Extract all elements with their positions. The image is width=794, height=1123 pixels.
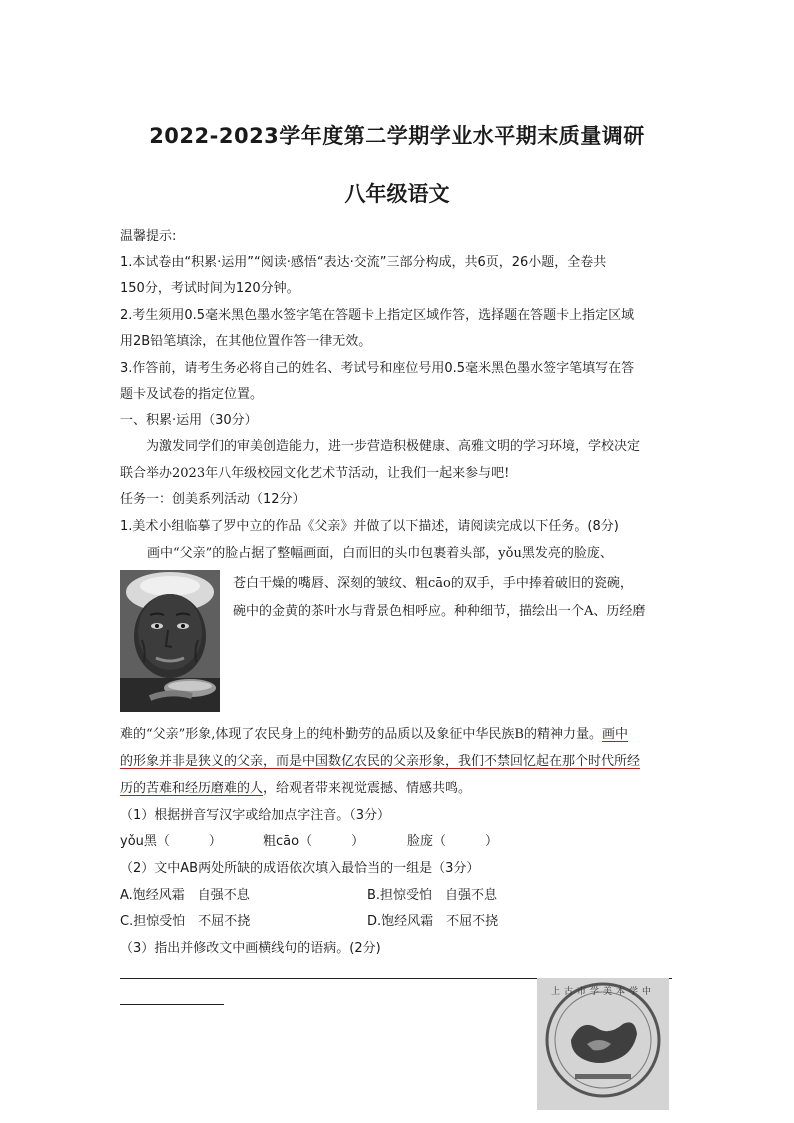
- passage-line-1: 画中“父亲”的脸占据了整幅画面，白而旧的头巾包裹着头部，yǒu黑发亮的脸庞、: [147, 546, 613, 561]
- pinyin-blank-pang[interactable]: 脸庞（ ）: [407, 834, 499, 849]
- task-1-heading: 任务一：创美系列活动（12分）: [120, 492, 306, 507]
- tip-3-line-2: 题卡及试卷的指定位置。: [120, 387, 264, 402]
- option-c[interactable]: C.担惊受怕 不屈不挠: [120, 914, 251, 929]
- tips-heading: 温馨提示:: [120, 229, 177, 244]
- father-painting-image: [120, 570, 220, 712]
- option-a[interactable]: A.饱经风霜 自强不息: [120, 888, 250, 903]
- passage-line-2: 苍白干燥的嘴唇、深刻的皱纹、粗cāo的双手，手中捧着破旧的瓷碗，: [233, 576, 633, 591]
- passage-line-6: [120, 777, 471, 796]
- exam-title: 2022-2023学年度第二学期学业水平期末质量调研: [149, 124, 645, 148]
- underlined-sentence-line: 的形象并非是狭义的父亲，而是中国数亿农民的父亲形象，我们不禁回忆起在那个时代所经: [120, 754, 641, 769]
- tip-2-line-1: 2.考生须用0.5毫米黑色墨水签字笔在答题卡上指定区域作答，选择题在答题卡上指定区域: [120, 308, 635, 323]
- answer-line-2[interactable]: [120, 1004, 224, 1005]
- passage-line-3: 碗中的金黄的茶叶水与背景色相呼应。种种细节，描绘出一个A、历经磨: [233, 604, 646, 619]
- option-b[interactable]: B.担惊受怕 自强不息: [367, 888, 498, 903]
- section-intro-line-2: 联合举办2023年八年级校园文化艺术节活动，让我们一起来参与吧!: [120, 466, 510, 481]
- section-intro-line-1: 为激发同学们的审美创造能力，进一步营造积极健康、高雅文明的学习环境，学校决定: [146, 439, 641, 454]
- stamp-text: 上古市学美本学中: [550, 987, 655, 997]
- question-1-2: （2）文中AB两处所缺的成语依次填入最恰当的一组是（3分）: [120, 861, 480, 876]
- tip-1-line-1: 1.本试卷由“积累·运用”“阅读·感悟“表达·交流”三部分构成，共6页，26小题，全卷共: [120, 255, 607, 270]
- passage-line-6-text: ，给观者带来视觉震撼、情感共鸣。: [263, 781, 472, 796]
- question-1-1: （1）根据拼音写汉字或给加点字注音。（3分）: [120, 808, 391, 823]
- option-d[interactable]: D.饱经风霜 不屈不挠: [367, 914, 499, 929]
- question-1-3: （3）指出并修改文中画横线句的语病。(2分): [120, 941, 381, 956]
- pinyin-blank-cao[interactable]: 粗cāo（ ）: [263, 834, 365, 849]
- underlined-sentence-end: 历的苦难和经历磨难的人: [120, 781, 264, 796]
- tip-2-line-2: 用2B铅笔填涂，在其他位置作答一律无效。: [120, 334, 372, 349]
- pinyin-blank-you[interactable]: yǒu黑（ ）: [120, 834, 222, 849]
- underlined-sentence-start: 画中: [601, 727, 628, 742]
- question-1-prompt: 1.美术小组临摹了罗中立的作品《父亲》并做了以下描述，请阅读完成以下任务。(8分): [120, 519, 619, 534]
- passage-line-4: [120, 723, 628, 742]
- passage-line-4-text: 难的“父亲”形象,体现了农民身上的纯朴勤劳的品质以及象征中华民族B的精神力量。: [120, 727, 602, 742]
- exam-subtitle: 八年级语文: [344, 182, 450, 206]
- tip-3-line-1: 3.作答前，请考生务必将自己的姓名、考试号和座位号用0.5毫米黑色墨水签字笔填写在答: [120, 361, 635, 376]
- tip-1-line-2: 150分，考试时间为120分钟。: [120, 281, 300, 296]
- school-stamp-image: [537, 978, 669, 1110]
- section-1-heading: 一、积累·运用（30分）: [120, 413, 258, 428]
